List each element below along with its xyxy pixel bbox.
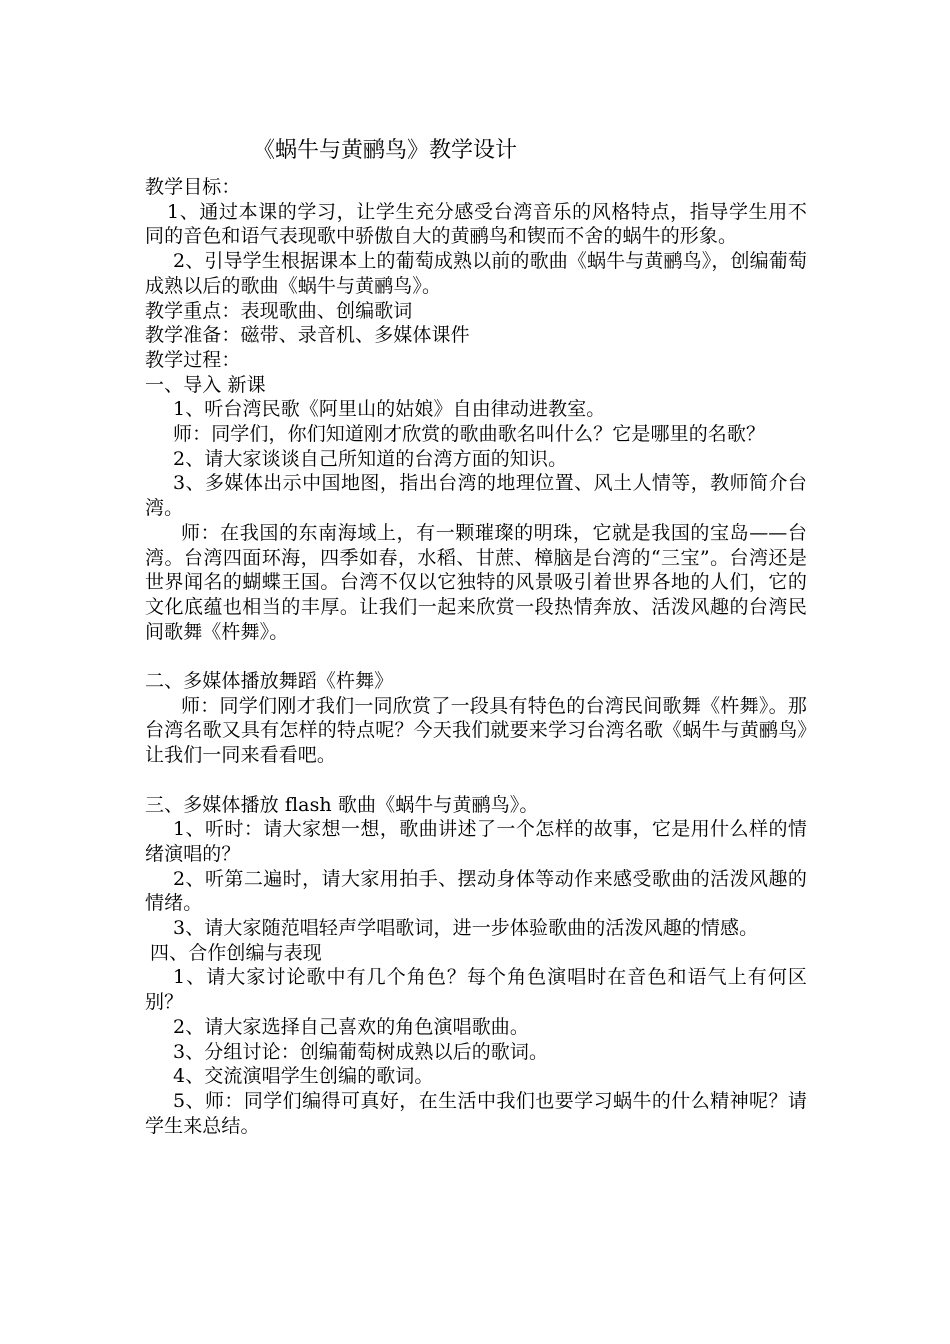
paragraph: 1、听时：请大家想一想，歌曲讲述了一个怎样的故事，它是用什么样的情绪演唱的？ [145,818,807,865]
paragraph: 2、请大家选择自己喜欢的角色演唱歌曲。 [173,1015,529,1038]
paragraph: 一、导入 新课 [145,373,266,396]
paragraph: 师：同学们刚才我们一同欣赏了一段具有特色的台湾民间歌舞《杵舞》。那台湾名歌又具有怎样的特点呢？今天我们就要来学习台湾名歌《蜗牛与黄鹂鸟》让我们一同来看看吧。 [145,694,807,767]
paragraph: 2、引导学生根据课本上的葡萄成熟以前的歌曲《蜗牛与黄鹂鸟》，创编葡萄成熟以后的歌曲《蜗牛与黄鹂鸟》。 [145,250,807,297]
paragraph: 5、师：同学们编得可真好，在生活中我们也要学习蜗牛的什么精神呢？请学生来总结。 [145,1089,807,1137]
paragraph: 教学目标： [145,176,241,198]
paragraph: 师：在我国的东南海域上，有一颗璀璨的明珠，它就是我国的宝岛——台湾。台湾四面环海，四季如春，水稻、甘蔗、樟脑是台湾的“三宝”。台湾还是世界闻名的蝴蝶王国。台湾不仅以它独特的风景吸引着世界各地的人们，它的文化底蕴也相当的丰厚。让我们一起来欣赏一段热情奔放、活泼风趣的台湾民间歌舞《杵舞》。 [145,521,807,643]
paragraph: 3、多媒体出示中国地图，指出台湾的地理位置、风土人情等，教师简介台湾。 [145,472,807,520]
blank-line [145,768,807,793]
paragraph: 2、听第二遍时，请大家用拍手、摆动身体等动作来感受歌曲的活泼风趣的情绪。 [145,867,807,915]
paragraph: 1、听台湾民歌《阿里山的姑娘》自由律动进教室。 [173,398,606,421]
paragraph: 二、多媒体播放舞蹈《杵舞》 [145,670,394,693]
paragraph: 4、交流演唱学生创编的歌词。 [173,1065,434,1088]
paragraph: 2、请大家谈谈自己所知道的台湾方面的知识。 [173,447,568,470]
document-title: 《蜗牛与黄鹂鸟》教学设计 [253,138,518,163]
paragraph: 1、请大家讨论歌中有几个角色？每个角色演唱时在音色和语气上有何区别？ [145,966,807,1014]
paragraph: 1、通过本课的学习，让学生充分感受台湾音乐的风格特点，指导学生用不同的音色和语气表现歌中骄傲自大的黄鹂鸟和锲而不舍的蜗牛的形象。 [145,200,807,248]
paragraph: 师：同学们，你们知道刚才欣赏的歌曲歌名叫什么？它是哪里的名歌？ [173,423,766,446]
paragraph: 三、多媒体播放 flash 歌曲《蜗牛与黄鹂鸟》。 [145,793,539,816]
paragraph: 3、请大家随范唱轻声学唱歌词，进一步体验歌曲的活泼风趣的情感。 [173,917,759,940]
blank-line [145,644,807,669]
paragraph: 四、合作创编与表现 [150,941,322,964]
paragraph: 教学过程： [145,348,241,371]
document-body [145,175,807,1138]
paragraph: 教学准备：磁带、录音机、多媒体课件 [145,324,470,347]
paragraph: 教学重点：表现歌曲、创编歌词 [145,299,413,322]
paragraph: 3、分组讨论：创编葡萄树成熟以后的歌词。 [173,1040,549,1063]
